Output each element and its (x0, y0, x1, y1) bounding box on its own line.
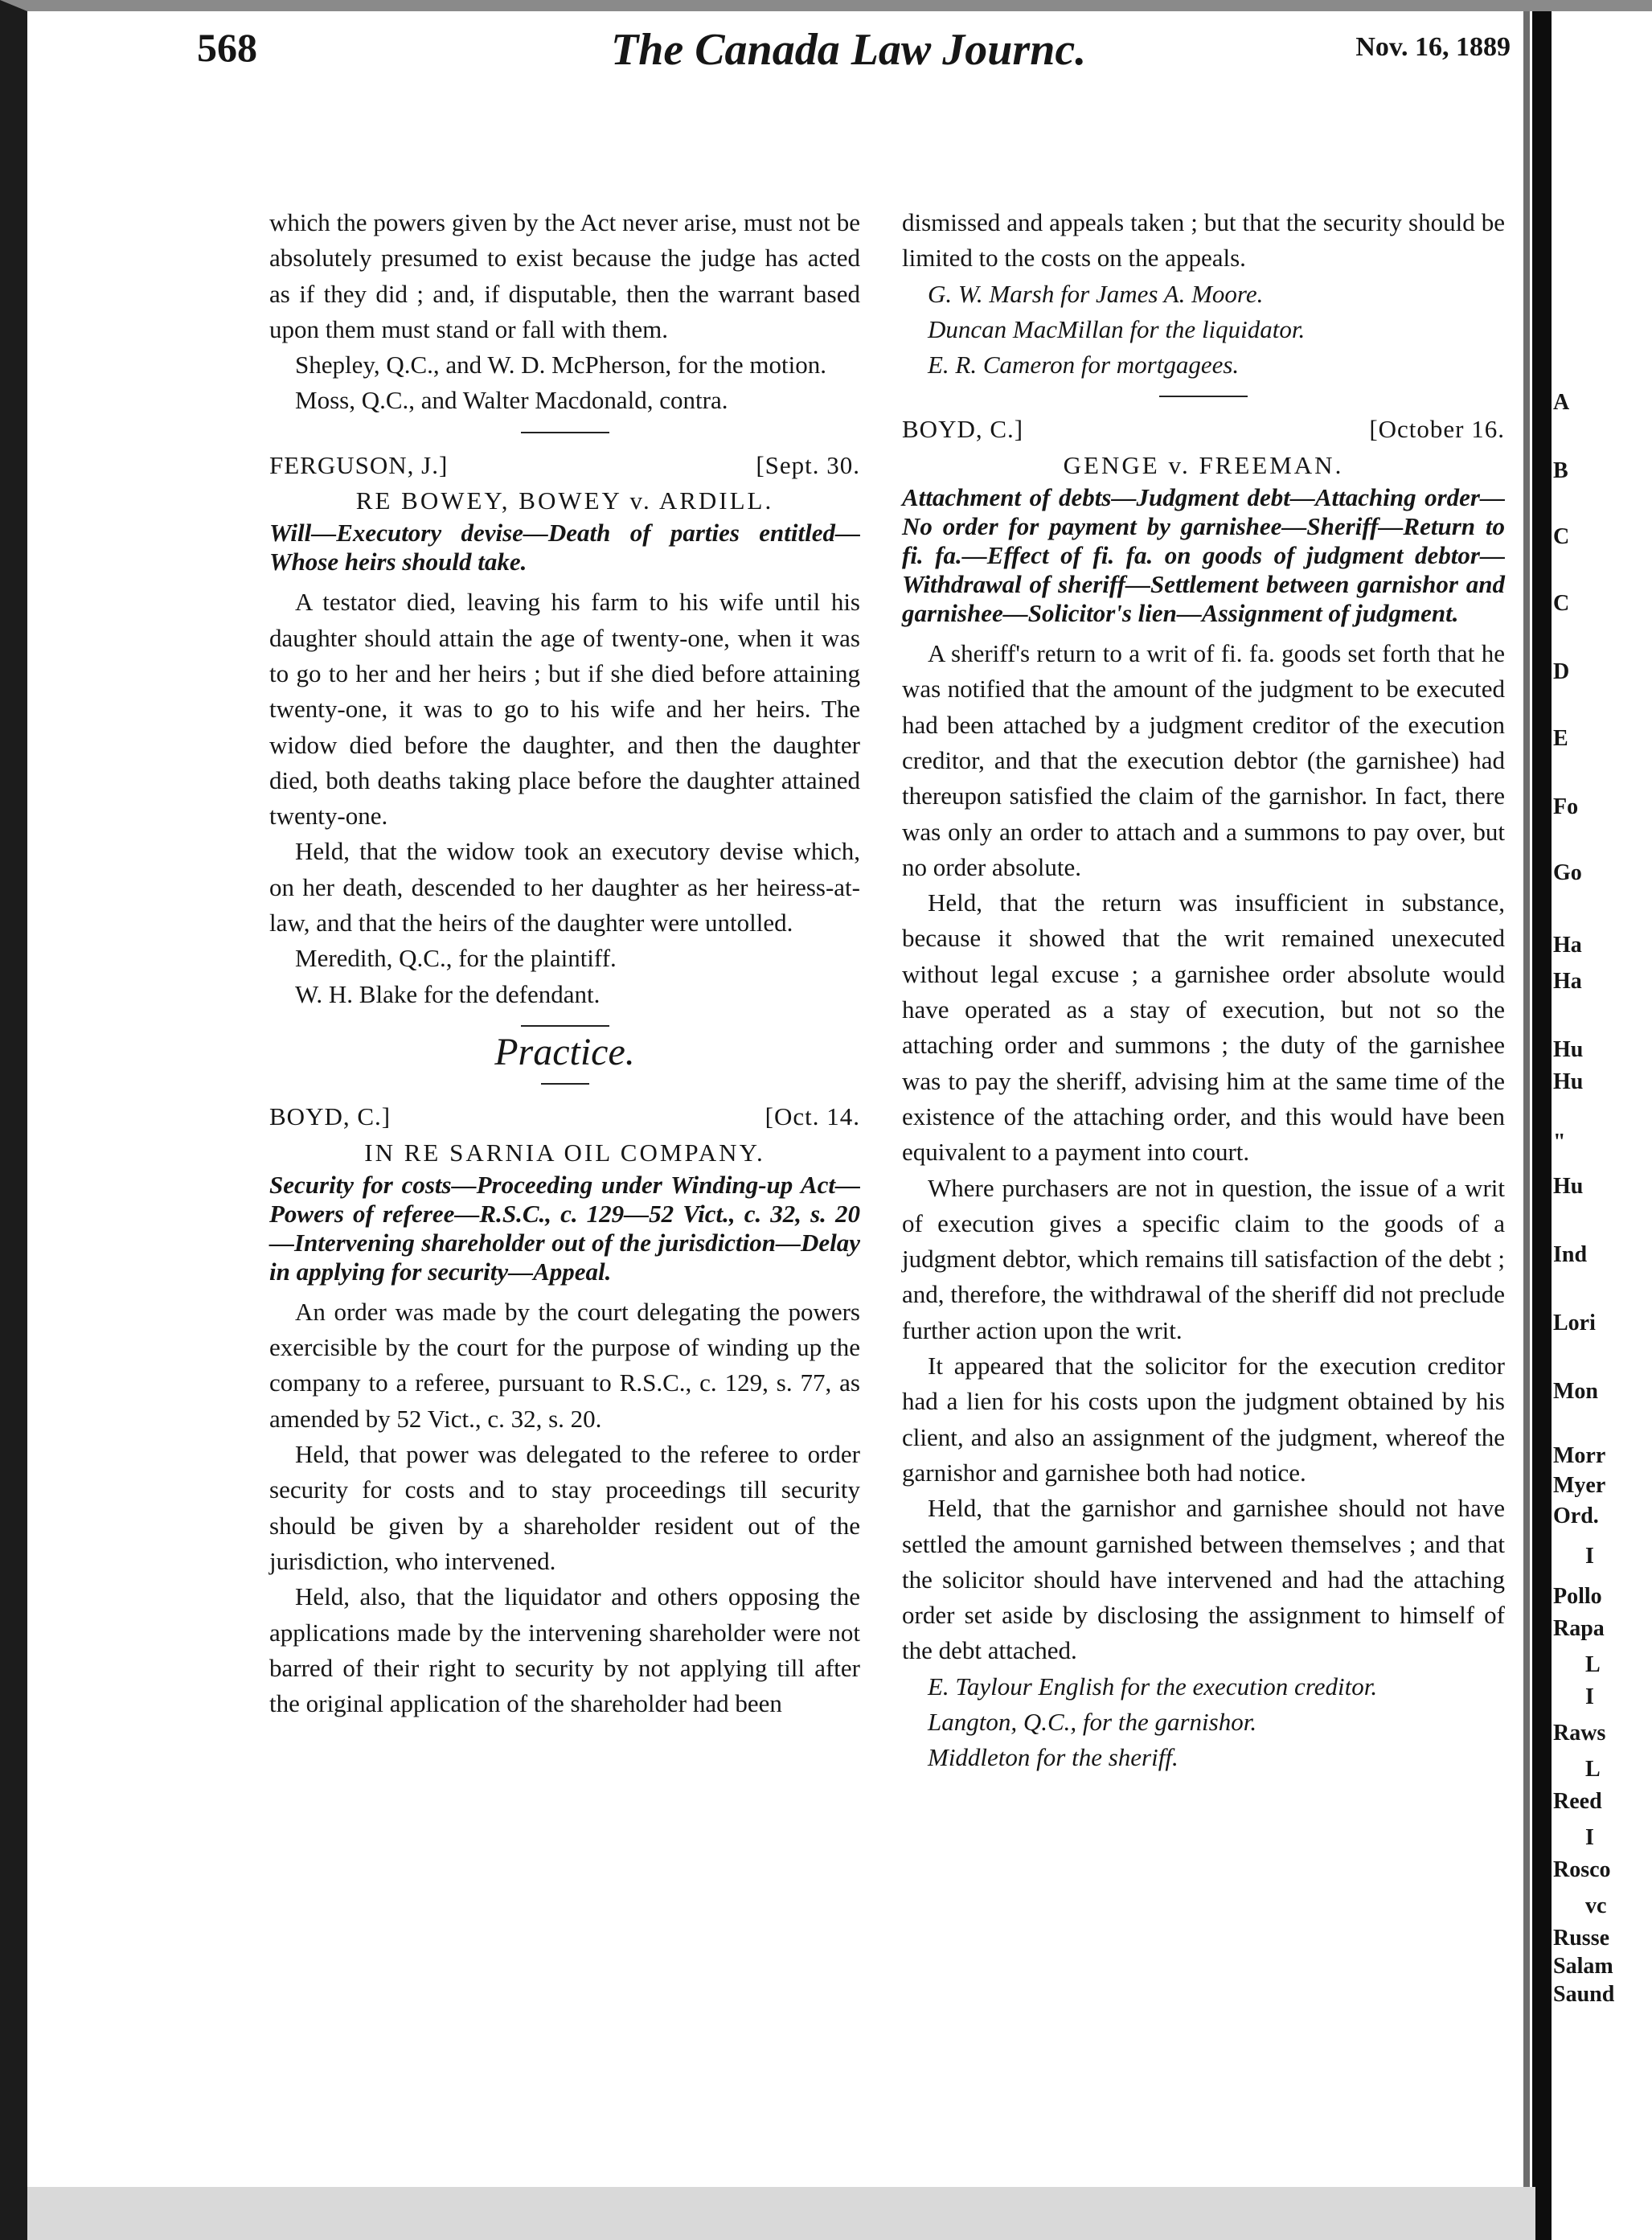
left-column (269, 205, 860, 1721)
fragment: Hu (1553, 1069, 1584, 1094)
fragment: Ha (1553, 933, 1582, 958)
paragraph: A testator died, leaving his farm to his wife until his daughter should attain the age of twenty-one, when it was to go to her and her heirs ; but if she died before attaining twenty-one, it was to go to his wife and her heirs. The widow died before the daughter, and then the daughter died, both deaths taking place before the daughter attained twenty-one. (269, 588, 860, 831)
fragment: Reed (1553, 1789, 1602, 1814)
fragment: Lori (1553, 1311, 1596, 1335)
fragment: Fo (1553, 794, 1579, 819)
counsel-line: Langton, Q.C., for the garnishor. (928, 1707, 1257, 1736)
case-title: GENGE v. FREEMAN. (1063, 450, 1344, 479)
case-date: [Sept. 30. (756, 450, 860, 479)
fragment: " (1553, 1130, 1566, 1155)
counsel-line: Middleton for the sheriff. (928, 1743, 1179, 1772)
paragraph: which the powers given by the Act never arise, must not be absolutely presumed to exist because the judge has acted as if they did ; and, if disputable, then the warrant based upon them must stand or fall with them. (269, 208, 860, 343)
case-date: [Oct. 14. (765, 1102, 860, 1131)
fragment: D (1553, 659, 1570, 684)
counsel-line: G. W. Marsh for James A. Moore. (928, 279, 1264, 308)
case-heading (902, 412, 1505, 447)
right-column (902, 205, 1505, 1776)
paragraph: It appeared that the solicitor for the execution creditor had a lien for his costs upon the judgment obtained by his client, and also an assignment of the judgment, whereof the garnishor and garnishee both had notice. (902, 1352, 1505, 1487)
fragment: L (1585, 1757, 1601, 1782)
paragraph: Held, that the widow took an executory devise which, on her death, descended to her daughter as her heiress-at-law, and that the heirs of the daughter were untolled. (269, 837, 860, 937)
fragment: Salam (1553, 1954, 1613, 1979)
fragment: Ind (1553, 1242, 1588, 1267)
counsel-line: E. R. Cameron for mortgagees. (928, 351, 1240, 379)
case-title: IN RE SARNIA OIL COMPANY. (364, 1138, 765, 1167)
counsel-line: Meredith, Q.C., for the plaintiff. (295, 944, 617, 973)
page-gutter (1532, 0, 1552, 2240)
fragment: Russe (1553, 1926, 1610, 1951)
fragment: Go (1553, 860, 1582, 885)
case-title: RE BOWEY, BOWEY v. ARDILL. (355, 486, 774, 515)
divider (521, 1025, 609, 1027)
fragment: Ha (1553, 969, 1582, 994)
case-heading (269, 1099, 860, 1134)
counsel-line: W. H. Blake for the defendant. (295, 979, 601, 1008)
fragment: Mon (1553, 1379, 1598, 1404)
fragment: C (1553, 591, 1570, 616)
fragment: I (1585, 1825, 1594, 1850)
case-judge: FERGUSON, J.] (269, 450, 449, 479)
counsel-line: Moss, Q.C., and Walter Macdonald, contra. (295, 386, 728, 415)
fragment: B (1553, 458, 1568, 483)
fragment: Raws (1553, 1721, 1606, 1746)
fragment: E (1553, 726, 1568, 751)
headnote: Attachment of debts—Judgment debt—Attaching order—No order for payment by garnishee—Sheriff—Return to fi. fa.—Effect of fi. fa. on goods of judgment debtor—Withdrawal of sheriff—Settlement between garnishor and garnishee—Solicitor's lien—Assignment of judgment. (902, 483, 1505, 628)
divider (521, 432, 609, 433)
fragment: vc (1585, 1893, 1607, 1918)
fragment: Morr (1553, 1443, 1606, 1468)
headnote: Will—Executory devise—Death of parties entitled—Whose heirs should take. (269, 519, 860, 576)
fragment: Ord. (1553, 1504, 1599, 1528)
paragraph: Held, that the return was insufficient in substance, because it showed that the writ remained unexecuted without legal excuse ; a garnishee order absolute would have operated as a stay of execution, but not so the attaching order and summons ; the duty of the garnishee was to pay the sheriff, advising him at the same time of the existence of the attaching order, and this would have been equivalent to a payment into court. (902, 888, 1505, 1167)
fragment: I (1585, 1544, 1594, 1569)
counsel-line: E. Taylour English for the execution creditor. (928, 1672, 1378, 1701)
scan-bottom-edge (0, 2187, 1535, 2240)
fragment: A (1553, 390, 1570, 415)
page-number: 568 (197, 25, 257, 70)
case-judge: BOYD, C.] (902, 415, 1024, 444)
fragment: Rapa (1553, 1616, 1605, 1641)
headnote: Security for costs—Proceeding under Winding-up Act—Powers of referee—R.S.C., c. 129—52 Vict., c. 32, s. 20—Intervening shareholder out of the jurisdiction—Delay in applying for security—Appeal. (269, 1170, 860, 1286)
fragment: Pollo (1553, 1584, 1602, 1609)
section-heading: Practice. (494, 1030, 635, 1073)
page-gutter-shadow (1523, 0, 1530, 2240)
divider (1159, 396, 1248, 397)
case-judge: BOYD, C.] (269, 1102, 391, 1131)
paragraph: Held, that power was delegated to the referee to order security for costs and to stay proceedings till security should be given by a shareholder resident out of the jurisdiction, who intervened. (269, 1440, 860, 1575)
fragment: C (1553, 524, 1570, 549)
case-date: [October 16. (1369, 415, 1505, 444)
paragraph: Where purchasers are not in question, the issue of a writ of execution gives a specific claim to the goods of a judgment debtor, which remains till satisfaction of the debt ; and, therefore, the withdrawal of the sheriff did not preclude further action upon the writ. (902, 1173, 1505, 1344)
fragment: Myer (1553, 1473, 1606, 1498)
fragment: I (1585, 1684, 1594, 1709)
case-heading (269, 448, 860, 483)
paragraph: Held, also, that the liquidator and others opposing the applications made by the intervening shareholder were not barred of their right to security by not applying till after the original application of the shareholder had been (269, 1582, 860, 1718)
journal-title: The Canada Law Journc. (611, 25, 1087, 75)
fragment: Hu (1553, 1174, 1584, 1199)
counsel-line: Shepley, Q.C., and W. D. McPherson, for the motion. (295, 351, 826, 379)
paragraph: An order was made by the court delegating the powers exercisible by the court for the purpose of winding up the company to a referee, pursuant to R.S.C., c. 129, s. 77, as amended by 52 Vict., c. 32, s. 20. (269, 1297, 860, 1433)
paragraph: dismissed and appeals taken ; but that the security should be limited to the costs on the appeals. (902, 208, 1505, 273)
fragment: Saund (1553, 1982, 1615, 2007)
paragraph: A sheriff's return to a writ of fi. fa. goods set forth that he was notified that the amount of the judgment to be executed had been attached by a judgment creditor of the execution creditor, and that the execution debtor (the garnishee) had thereupon satisfied the claim of the garnishor. In fact, there was only an order to attach and a summons to pay over, but no order absolute. (902, 639, 1505, 881)
divider (541, 1083, 589, 1085)
fragment: Rosco (1553, 1857, 1611, 1882)
running-header (197, 24, 1515, 88)
issue-date: Nov. 16, 1889 (1355, 32, 1511, 62)
paragraph: Held, that the garnishor and garnishee should not have settled the amount garnished between themselves ; and that the solicitor should have intervened and had the attaching order set aside by disclosing the assignment to himself of the debt attached. (902, 1494, 1505, 1665)
fragment: L (1585, 1652, 1601, 1677)
fragment: Hu (1553, 1037, 1584, 1062)
counsel-line: Duncan MacMillan for the liquidator. (928, 314, 1306, 343)
